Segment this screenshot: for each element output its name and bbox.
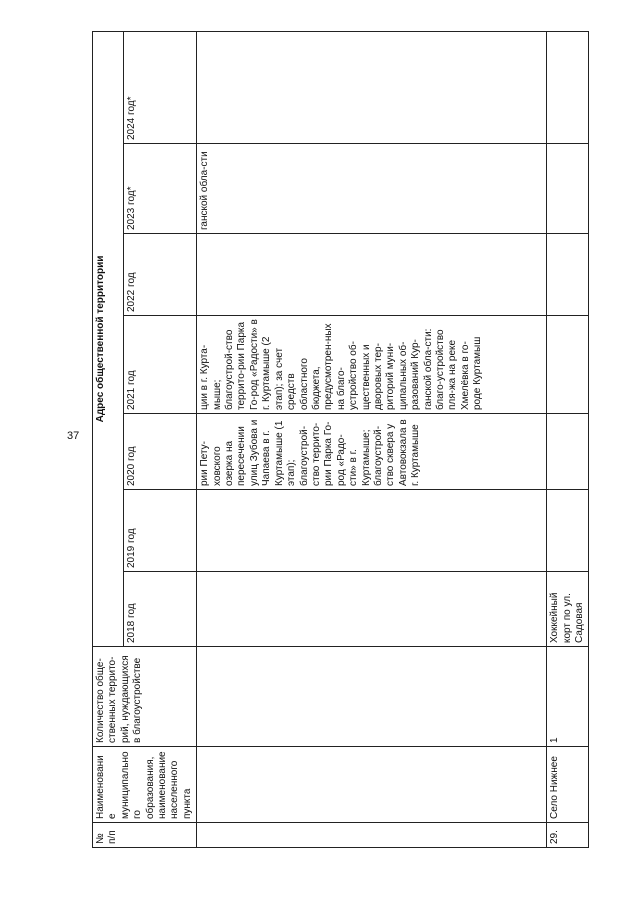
cell-2024 [547,31,589,143]
cell-2020 [547,414,589,490]
header-year-2018: 2018 год [123,572,197,647]
header-year-2020: 2020 год [123,414,197,490]
cell-2018 [197,572,547,647]
territories-table [92,31,589,848]
header-year-2021: 2021 год [123,316,197,414]
cell-2023 [547,144,589,234]
header-year-2023: 2023 год* [123,144,197,234]
header-count: Количество обще-ственных террито-рий, нуждающихся в благоустройстве [93,647,197,747]
cell-2019 [197,490,547,572]
cell-2022 [197,234,547,316]
cell-num: 29. [547,823,589,848]
cell-2023: ганской обла-сти [197,144,547,234]
cell-count: 1 [547,647,589,747]
page-number: 37 [67,430,80,442]
header-num: № п/п [93,823,197,848]
cell-name: Село Нижнее [547,747,589,823]
header-name: Наименование муниципального образования, наименование населенного пункта [93,747,197,823]
cell-num [197,823,547,848]
cell-2020: рии Пету-ховского озерка на пересечении улиц Зубова и Чапаева в г. Куртамыше (1 этап); благоустрой-ство террито-рии Парка Го-род «Радо-сти» в г. Куртамыше; благоустрой-ство сквера у Автовокзала в г. Куртамыше [197,414,547,490]
cell-2022 [547,234,589,316]
rotated-table-container [92,32,586,848]
table-row [547,31,589,847]
header-year-2019: 2019 год [123,490,197,572]
cell-2021 [547,316,589,414]
cell-2018: Хоккейный корт по ул. Садовая [547,572,589,647]
cell-2021: ции в г. Курта-мыше; благоустрой-ство террито-рии Парка Го-род «Радости» в г. Куртамыше (2 этап); за счет средств областного бюджета, предусмотрен-ных на благо-устройство об-щественных и дворовых тер-риторий муни-ципальных об-разований Кур-ганской обла-сти: благо-устройство пля-жа на реке Хмелёвка в го-роде Куртамыш [197,316,547,414]
header-address: Адрес общественной территории [93,31,124,646]
header-year-2024: 2024 год* [123,31,197,143]
cell-count [197,647,547,747]
cell-name [197,747,547,823]
header-year-2022: 2022 год [123,234,197,316]
table-row [197,31,547,847]
cell-2024 [197,31,547,143]
cell-2019 [547,490,589,572]
